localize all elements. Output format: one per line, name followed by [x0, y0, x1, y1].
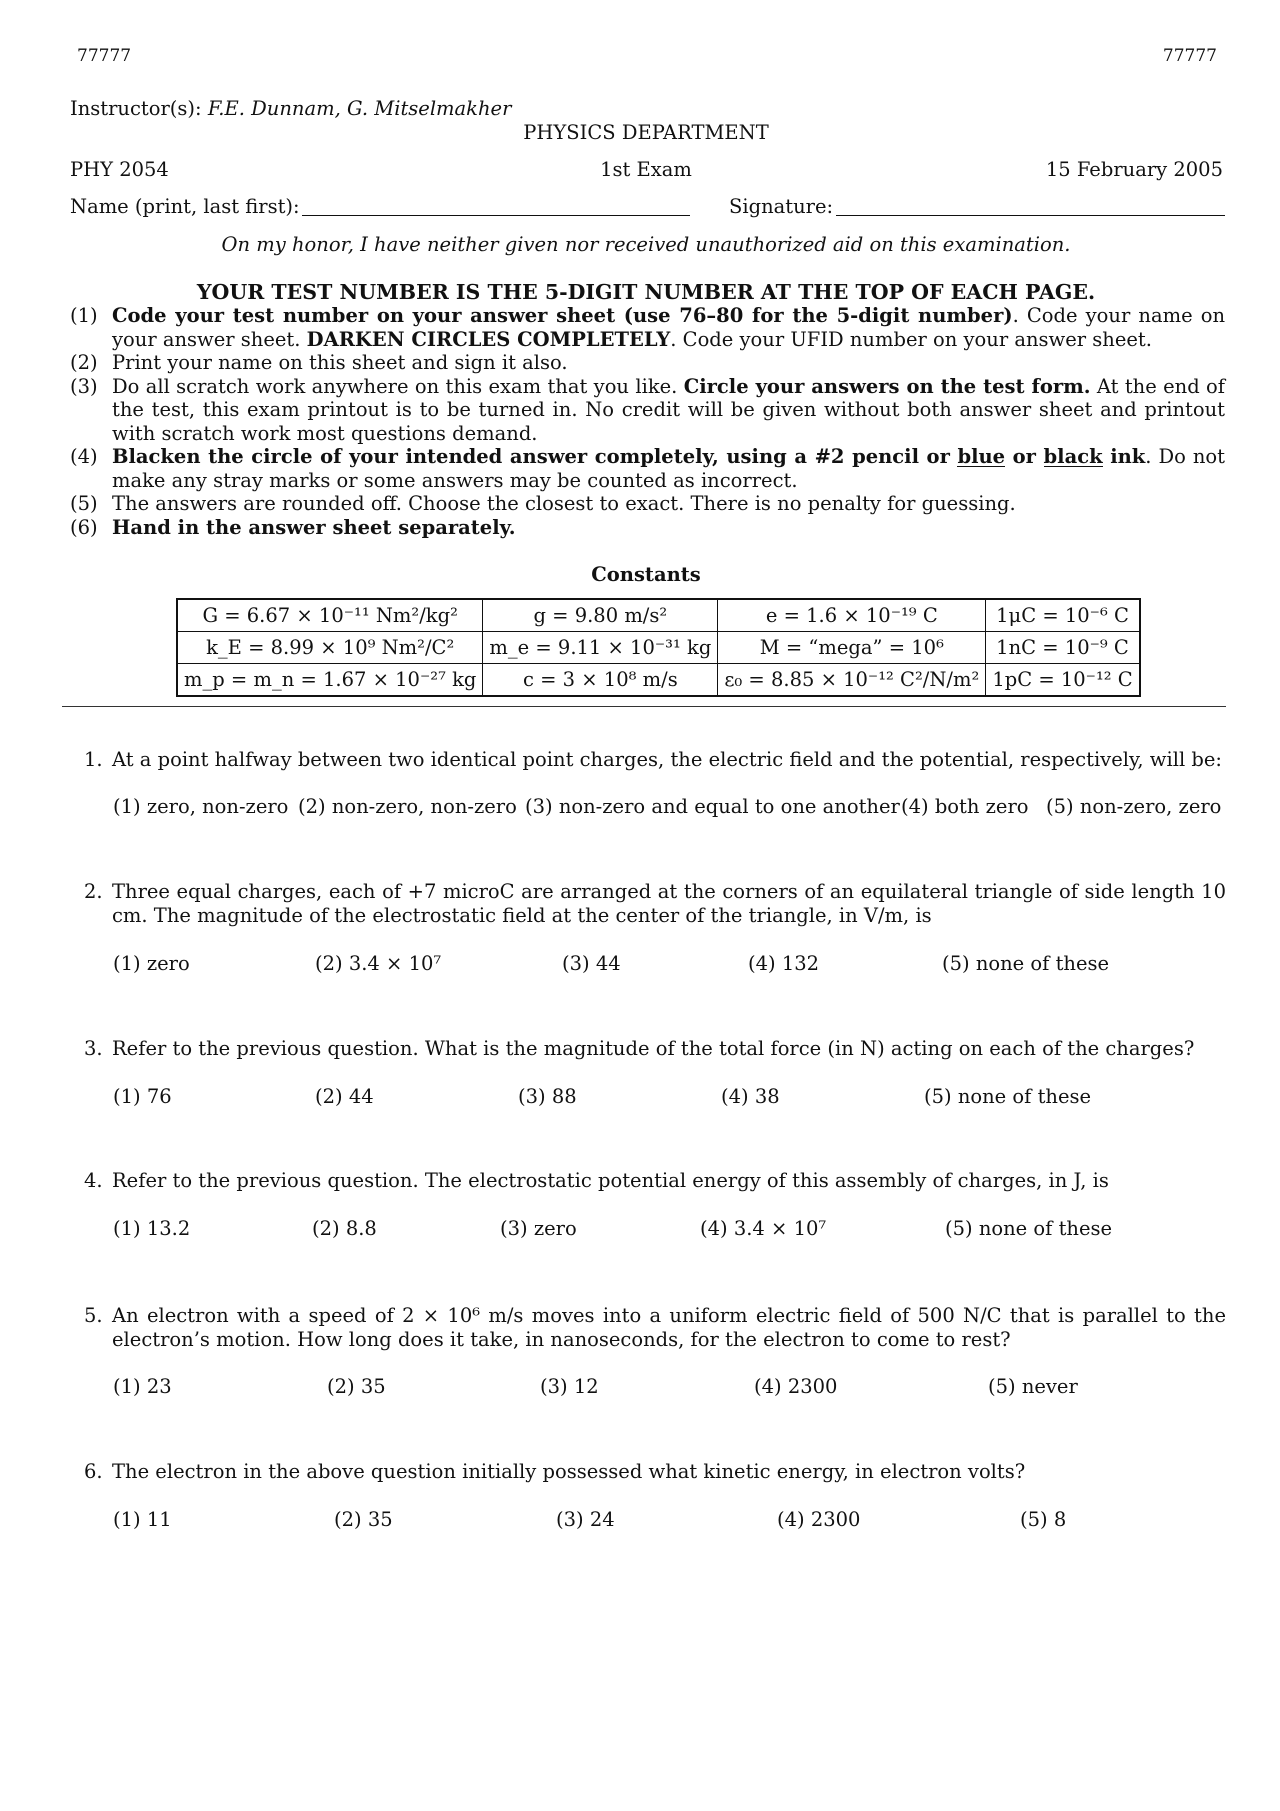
constant-cell: k_E = 8.99 × 10⁹ Nm²/C²: [177, 632, 483, 664]
question-text: The electron in the above question initially possessed what kinetic energy, in electron volts?: [112, 1460, 1026, 1483]
question-number: 6.: [84, 1460, 103, 1483]
instruction-item: [70, 492, 1225, 516]
option[interactable]: (3) 88: [518, 1085, 577, 1108]
option[interactable]: (3) 24: [556, 1508, 615, 1531]
exam-title: 1st Exam: [600, 158, 692, 181]
instruction-item: [70, 304, 1225, 351]
question-text: Refer to the previous question. The electrostatic potential energy of this assembly of charges, in J, is: [112, 1169, 1109, 1192]
option[interactable]: (5) 8: [1020, 1508, 1067, 1531]
question-6: [84, 1460, 1226, 1484]
constant-cell: 1μC = 10⁻⁶ C: [986, 599, 1140, 632]
section-divider: [62, 706, 1226, 707]
question-text: Refer to the previous question. What is the magnitude of the total force (in N) acting on each of the charges?: [112, 1037, 1195, 1060]
instruction-item: [70, 445, 1225, 492]
question-2: [84, 880, 1226, 927]
option[interactable]: (4) 2300: [754, 1375, 838, 1398]
instructions-list: [70, 304, 1225, 539]
option[interactable]: (5) none of these: [945, 1217, 1113, 1240]
option[interactable]: (3) 12: [540, 1375, 599, 1398]
option[interactable]: (4) 2300: [777, 1508, 861, 1531]
instruction-number: (1): [70, 304, 98, 327]
name-label: Name (print, last first):: [70, 195, 300, 218]
option[interactable]: (2) 35: [327, 1375, 386, 1398]
instruction-text: Do all scratch work anywhere on this exam that you like. Circle your answers on the test form. At the end of the test, this exam printout is to be turned in. No credit will be given without both answer sheet and printout with scratch work most questions demand.: [112, 374, 1226, 445]
question-4: [84, 1169, 1226, 1193]
instruction-number: (2): [70, 351, 98, 374]
name-line[interactable]: [302, 215, 690, 216]
option[interactable]: (3) 44: [562, 952, 621, 975]
constant-cell: 1pC = 10⁻¹² C: [986, 664, 1140, 697]
instruction-text: Hand in the answer sheet separately.: [112, 515, 516, 539]
signature-label: Signature:: [729, 195, 834, 218]
option[interactable]: (5) non-zero, zero: [1046, 795, 1222, 818]
option[interactable]: (1) zero: [113, 952, 190, 975]
instruction-number: (5): [70, 492, 98, 515]
option[interactable]: (4) both zero: [901, 795, 1029, 818]
course-code: PHY 2054: [70, 158, 169, 181]
question-number: 4.: [84, 1169, 103, 1192]
question-3: [84, 1037, 1226, 1061]
constants-table: [176, 598, 1141, 697]
option[interactable]: (1) 13.2: [113, 1217, 191, 1240]
question-5: [84, 1304, 1226, 1351]
option[interactable]: (2) 3.4 × 10⁷: [315, 952, 442, 975]
option[interactable]: (5) none of these: [942, 952, 1110, 975]
instruction-text: Code your test number on your answer sheet (use 76–80 for the 5-digit number). Code your name on your answer sheet. DARKEN CIRCLES COMPLETELY. Code your UFID number on your answer sheet.: [112, 304, 1226, 351]
instruction-number: (6): [70, 515, 98, 539]
honor-statement: On my honor, I have neither given nor received unauthorized aid on this examination.: [221, 233, 1071, 256]
instruction-item: [70, 351, 1225, 375]
instructors-label: Instructor(s):: [70, 97, 202, 120]
constant-cell: c = 3 × 10⁸ m/s: [483, 664, 718, 697]
option[interactable]: (2) 44: [315, 1085, 374, 1108]
question-text: Three equal charges, each of +7 microC are arranged at the corners of an equilateral triangle of side length 10 cm. The magnitude of the electrostatic field at the center of the triangle, in V/m, is: [112, 880, 1226, 927]
instructors-line: [70, 97, 511, 120]
option[interactable]: (1) 23: [113, 1375, 172, 1398]
instructors-names: F.E. Dunnam, G. Mitselmakher: [207, 97, 512, 120]
instruction-text: Blacken the circle of your intended answer completely, using a #2 pencil or blue or black ink. Do not make any stray marks or some answers may be counted as incorrect.: [112, 445, 1226, 492]
exam-date: 15 February 2005: [1045, 158, 1223, 181]
constant-cell: G = 6.67 × 10⁻¹¹ Nm²/kg²: [177, 599, 483, 632]
option[interactable]: (4) 132: [748, 952, 820, 975]
signature-line[interactable]: [836, 215, 1225, 216]
option[interactable]: (1) zero, non-zero: [113, 795, 289, 818]
option[interactable]: (5) none of these: [924, 1085, 1092, 1108]
option[interactable]: (2) non-zero, non-zero: [298, 795, 517, 818]
constant-cell: g = 9.80 m/s²: [483, 599, 718, 632]
constant-cell: M = “mega” = 10⁶: [718, 632, 986, 664]
option[interactable]: (1) 76: [113, 1085, 172, 1108]
instructions-heading: YOUR TEST NUMBER IS THE 5-DIGIT NUMBER AT THE TOP OF EACH PAGE.: [196, 280, 1096, 304]
instruction-text: Print your name on this sheet and sign it also.: [112, 351, 568, 374]
instruction-number: (4): [70, 445, 98, 468]
constant-cell: ε₀ = 8.85 × 10⁻¹² C²/N/m²: [718, 664, 986, 697]
question-number: 5.: [84, 1304, 103, 1327]
constant-cell: 1nC = 10⁻⁹ C: [986, 632, 1140, 664]
question-text: At a point halfway between two identical point charges, the electric field and the potential, respectively, will be:: [112, 748, 1222, 771]
department-title: PHYSICS DEPARTMENT: [523, 121, 769, 144]
option[interactable]: (2) 35: [334, 1508, 393, 1531]
option[interactable]: (4) 38: [721, 1085, 780, 1108]
question-1: [84, 748, 1226, 772]
test-number-left: 77777: [77, 46, 132, 66]
option[interactable]: (3) zero: [500, 1217, 577, 1240]
option[interactable]: (1) 11: [113, 1508, 172, 1531]
option[interactable]: (2) 8.8: [312, 1217, 377, 1240]
test-number-right: 77777: [1162, 46, 1217, 66]
question-number: 2.: [84, 880, 103, 903]
instruction-number: (3): [70, 374, 98, 398]
option[interactable]: (4) 3.4 × 10⁷: [700, 1217, 827, 1240]
question-text: An electron with a speed of 2 × 10⁶ m/s moves into a uniform electric field of 500 N/C that is parallel to the electron’s motion. How long does it take, in nanoseconds, for the electron to come to rest?: [112, 1304, 1226, 1351]
instruction-item: [70, 375, 1225, 446]
option[interactable]: (5) never: [988, 1375, 1078, 1398]
question-number: 3.: [84, 1037, 103, 1060]
constant-cell: m_e = 9.11 × 10⁻³¹ kg: [483, 632, 718, 664]
question-number: 1.: [84, 748, 103, 771]
constant-cell: e = 1.6 × 10⁻¹⁹ C: [718, 599, 986, 632]
constants-title: Constants: [591, 563, 701, 586]
instruction-item: [70, 516, 1225, 540]
instruction-text: The answers are rounded off. Choose the closest to exact. There is no penalty for guessing.: [112, 492, 1016, 515]
option[interactable]: (3) non-zero and equal to one another: [525, 795, 900, 818]
constant-cell: m_p = m_n = 1.67 × 10⁻²⁷ kg: [177, 664, 483, 697]
